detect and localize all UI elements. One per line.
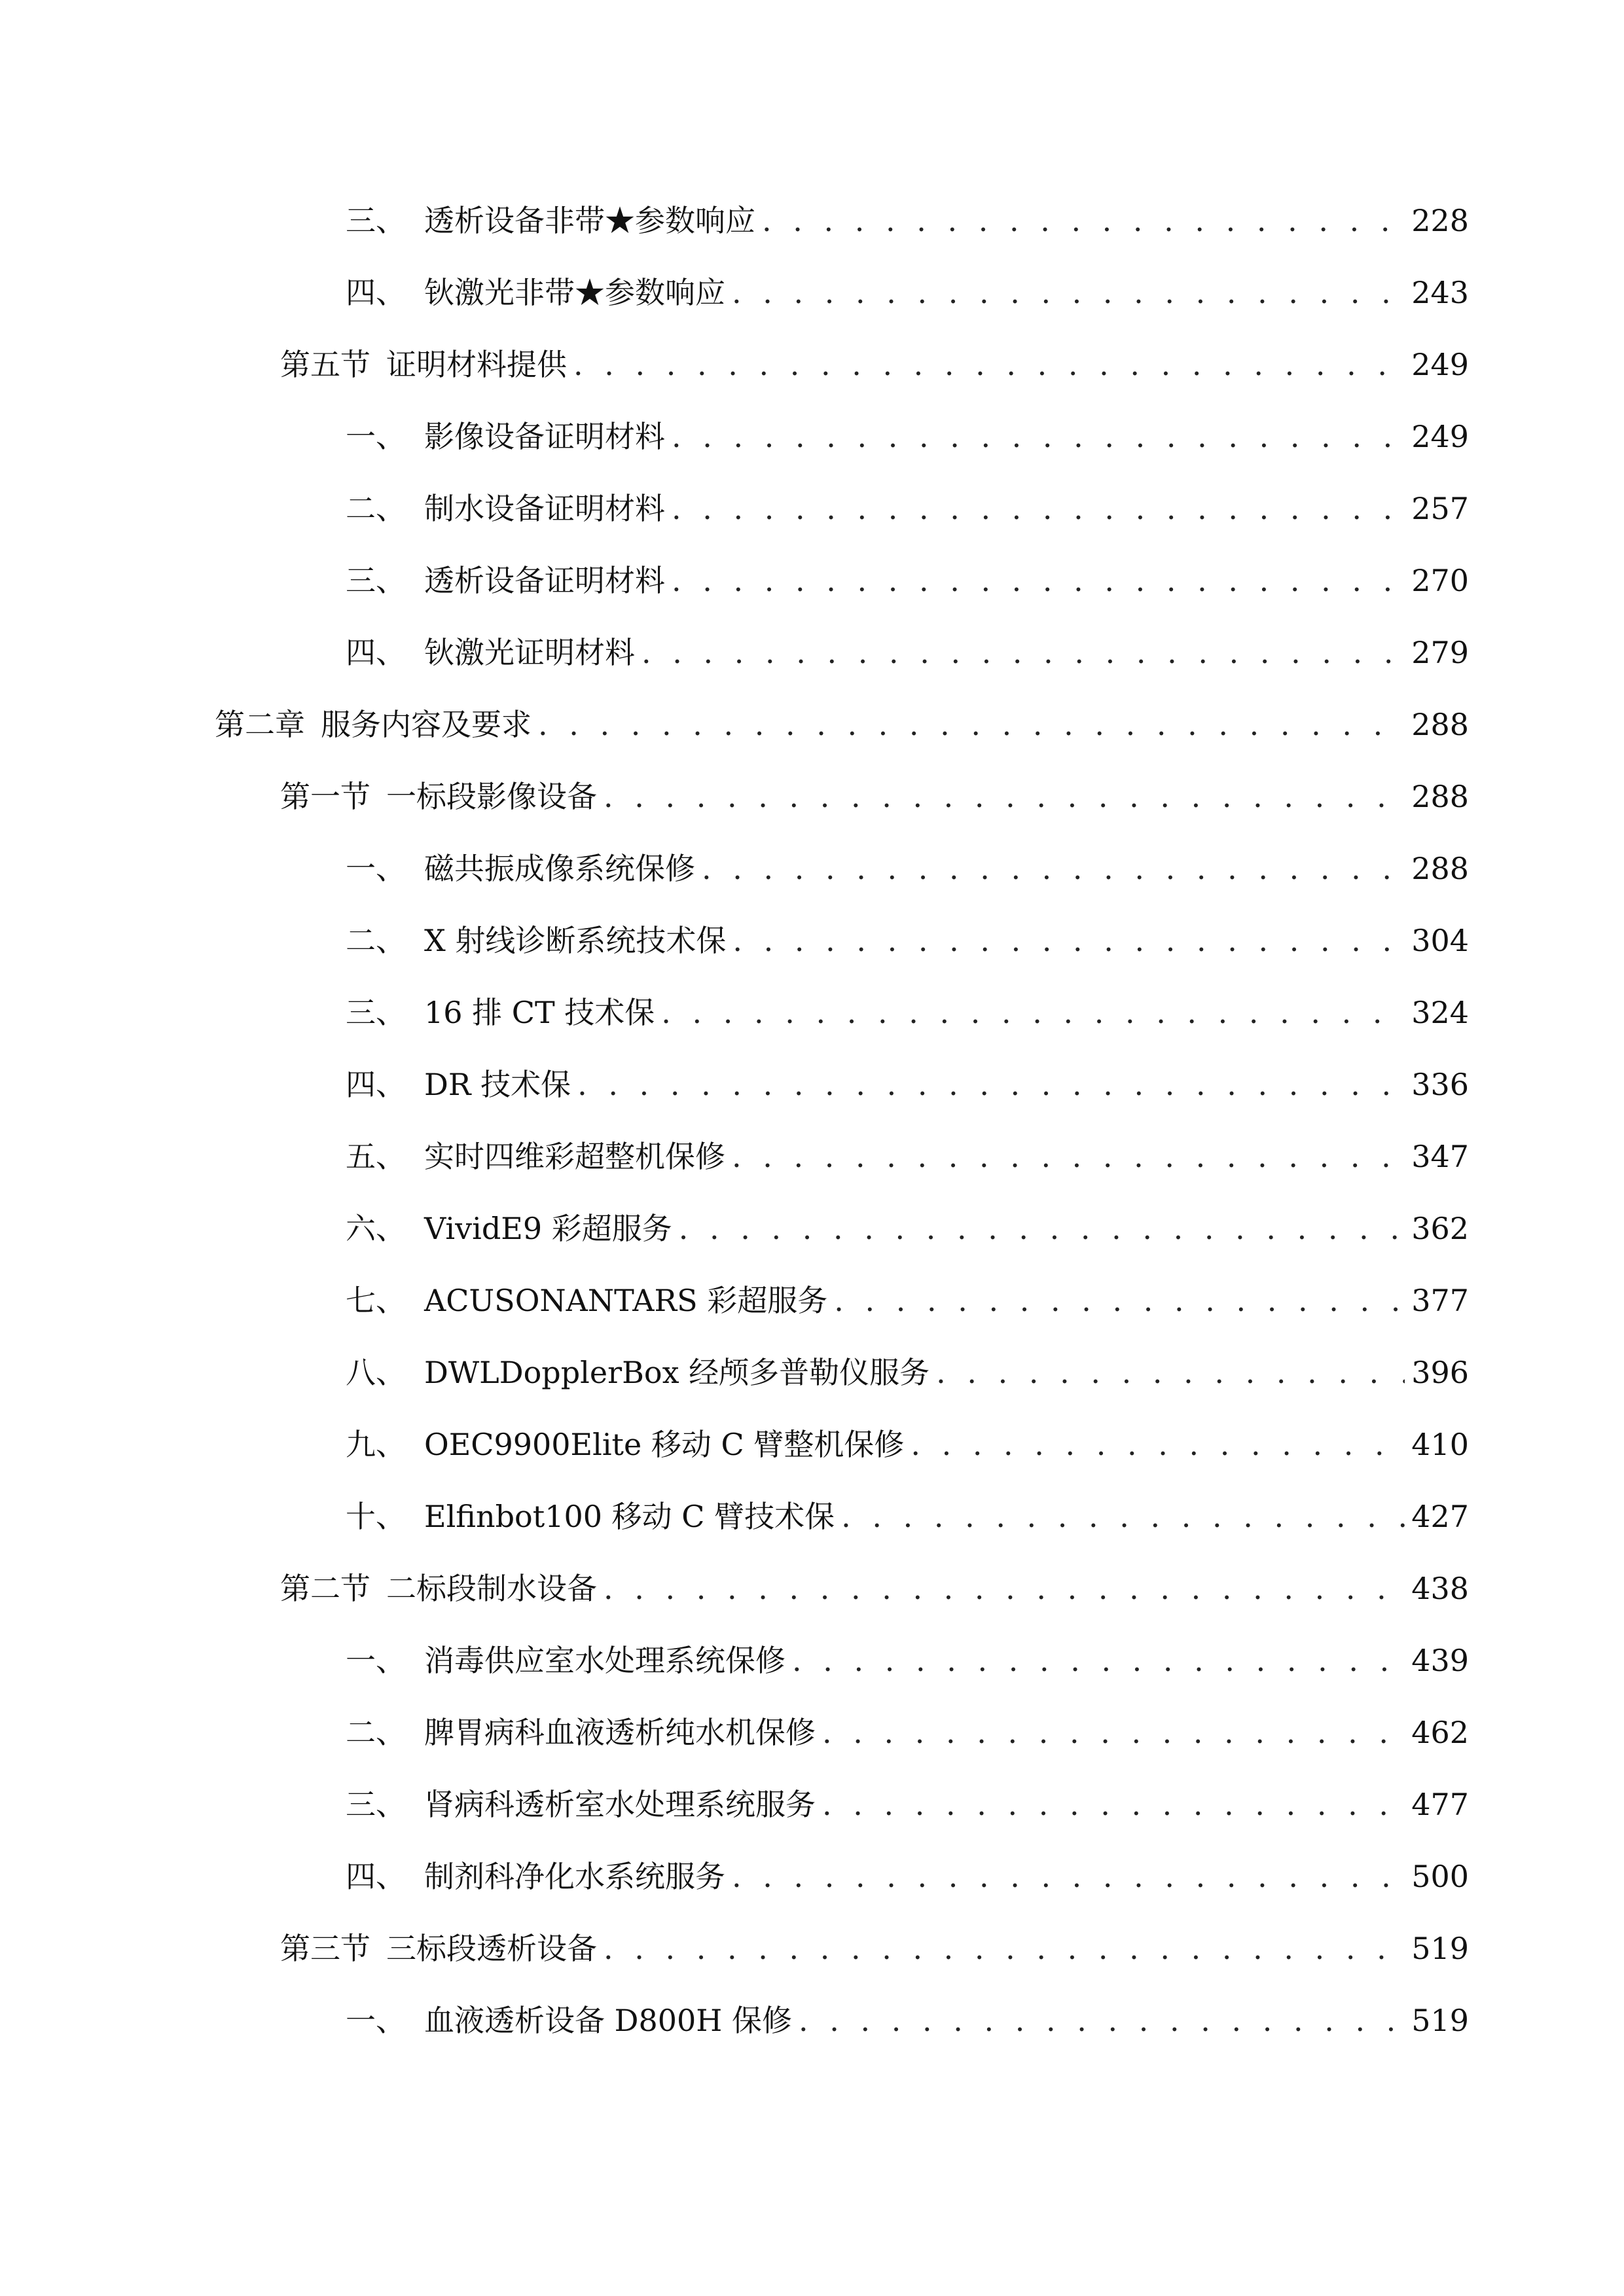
toc-entry[interactable] — [0, 1193, 1624, 1265]
toc-entry-number: 第二节 — [280, 1571, 370, 1606]
toc-entry-page: 427 — [1411, 1499, 1469, 1534]
toc-entry-title: X 射线诊断系统技术保 — [424, 923, 727, 958]
toc-entry[interactable] — [0, 617, 1624, 689]
toc-entry-page: 347 — [1411, 1139, 1469, 1174]
toc-entry-title: DWLDopplerBox 经颅多普勒仪服务 — [424, 1355, 930, 1390]
toc-entry[interactable] — [0, 833, 1624, 905]
toc-entry-title: 影像设备证明材料 — [424, 419, 665, 454]
toc-entry[interactable] — [0, 329, 1624, 401]
toc-entry-title: 钬激光证明材料 — [424, 635, 635, 670]
toc-dot-leader — [661, 977, 1405, 1049]
toc-entry-number: 四、 — [346, 635, 406, 670]
toc-entry-number: 二、 — [346, 491, 406, 526]
toc-entry-number: 九、 — [346, 1427, 406, 1462]
toc-entry-page: 270 — [1411, 563, 1469, 598]
toc-entry-number: 四、 — [346, 1067, 406, 1102]
toc-entry[interactable] — [0, 1408, 1624, 1480]
toc-entry-title: DR 技术保 — [424, 1067, 571, 1102]
toc-entry-title: 二标段制水设备 — [386, 1571, 597, 1606]
toc-entry-page: 228 — [1411, 203, 1469, 238]
toc-entry-title: VividE9 彩超服务 — [424, 1211, 672, 1246]
toc-entry[interactable] — [0, 1840, 1624, 1912]
toc-entry[interactable] — [0, 1696, 1624, 1768]
toc-entry-page: 500 — [1411, 1859, 1469, 1894]
toc-dot-leader — [822, 1696, 1405, 1768]
toc-entry-number: 三、 — [346, 203, 406, 238]
toc-entry-title: 制剂科净化水系统服务 — [424, 1859, 725, 1894]
toc-dot-leader — [702, 833, 1405, 905]
toc-entry[interactable] — [0, 545, 1624, 617]
toc-entry-title: 透析设备非带★参数响应 — [424, 203, 755, 238]
toc-dot-leader — [834, 1265, 1405, 1336]
toc-entry[interactable] — [0, 1984, 1624, 2056]
toc-entry-page: 396 — [1411, 1355, 1469, 1390]
toc-entry-page: 438 — [1411, 1571, 1469, 1606]
toc-entry-number: 四、 — [346, 275, 406, 310]
toc-entry-page: 336 — [1411, 1067, 1469, 1102]
toc-entry-number: 十、 — [346, 1499, 406, 1534]
toc-entry[interactable] — [0, 1049, 1624, 1121]
toc-entry-page: 377 — [1411, 1283, 1469, 1318]
toc-dot-leader — [538, 689, 1405, 761]
toc-entry[interactable] — [0, 1624, 1624, 1696]
toc-entry[interactable] — [0, 1768, 1624, 1840]
toc-dot-leader — [732, 905, 1405, 977]
toc-entry-number: 一、 — [346, 1643, 406, 1678]
toc-entry-number: 第一节 — [280, 779, 370, 814]
toc-entry-page: 462 — [1411, 1715, 1469, 1750]
toc-entry-number: 二、 — [346, 923, 406, 958]
toc-entry-page: 249 — [1411, 419, 1469, 454]
toc-dot-leader — [799, 1984, 1405, 2056]
toc-entry-page: 288 — [1411, 707, 1469, 742]
toc-entry-page: 288 — [1411, 779, 1469, 814]
toc-entry-number: 三、 — [346, 563, 406, 598]
toc-dot-leader — [604, 1912, 1405, 1984]
toc-entry[interactable] — [0, 689, 1624, 761]
toc-entry[interactable] — [0, 1265, 1624, 1336]
toc-entry-number: 五、 — [346, 1139, 406, 1174]
toc-entry-number: 一、 — [346, 851, 406, 886]
toc-entry[interactable] — [0, 473, 1624, 545]
toc-entry[interactable] — [0, 977, 1624, 1049]
toc-entry-page: 304 — [1411, 923, 1469, 958]
toc-dot-leader — [732, 1121, 1405, 1193]
toc-entry-page: 257 — [1411, 491, 1469, 526]
toc-entry-page: 279 — [1411, 635, 1469, 670]
toc-entry-page: 362 — [1411, 1211, 1469, 1246]
toc-entry-page: 477 — [1411, 1787, 1469, 1822]
toc-entry[interactable] — [0, 905, 1624, 977]
toc-entry-page: 519 — [1411, 2003, 1469, 2038]
toc-dot-leader — [762, 185, 1405, 257]
toc-dot-leader — [604, 1552, 1405, 1624]
toc-entry[interactable] — [0, 185, 1624, 257]
toc-entry-number: 第二章 — [215, 707, 305, 742]
toc-entry[interactable] — [0, 761, 1624, 833]
toc-dot-leader — [822, 1768, 1405, 1840]
toc-entry-title: 实时四维彩超整机保修 — [424, 1139, 725, 1174]
toc-entry-title: Elfinbot100 移动 C 臂技术保 — [424, 1499, 835, 1534]
toc-entry-title: 证明材料提供 — [386, 347, 567, 382]
toc-entry[interactable] — [0, 1552, 1624, 1624]
toc-dot-leader — [577, 1049, 1405, 1121]
toc-entry-title: 透析设备证明材料 — [424, 563, 665, 598]
toc-entry-title: 脾胃病科血液透析纯水机保修 — [424, 1715, 816, 1750]
toc-dot-leader — [641, 617, 1405, 689]
toc-entry[interactable] — [0, 1121, 1624, 1193]
toc-entry[interactable] — [0, 1336, 1624, 1408]
toc-dot-leader — [732, 257, 1405, 329]
toc-entry-number: 七、 — [346, 1283, 406, 1318]
toc-dot-leader — [792, 1624, 1405, 1696]
toc-entry-title: ACUSONANTARS 彩超服务 — [424, 1283, 828, 1318]
toc-dot-leader — [672, 473, 1405, 545]
toc-entry-page: 519 — [1411, 1931, 1469, 1966]
toc-entry-title: 钬激光非带★参数响应 — [424, 275, 725, 310]
toc-entry-title: 血液透析设备 D800H 保修 — [424, 2003, 793, 2038]
toc-entry-number: 一、 — [346, 2003, 406, 2038]
toc-entry[interactable] — [0, 401, 1624, 473]
toc-entry-number: 八、 — [346, 1355, 406, 1390]
toc-entry-number: 第五节 — [280, 347, 370, 382]
toc-entry-page: 439 — [1411, 1643, 1469, 1678]
toc-entry-number: 二、 — [346, 1715, 406, 1750]
toc-entry-number: 三、 — [346, 995, 406, 1030]
toc-entry-number: 一、 — [346, 419, 406, 454]
toc-entry-title: 一标段影像设备 — [386, 779, 597, 814]
toc-entry-title: 肾病科透析室水处理系统服务 — [424, 1787, 816, 1822]
toc-entry-page: 288 — [1411, 851, 1469, 886]
toc-entry-number: 六、 — [346, 1211, 406, 1246]
toc-entry-title: 三标段透析设备 — [386, 1931, 597, 1966]
toc-dot-leader — [573, 329, 1405, 401]
toc-entry-title: 磁共振成像系统保修 — [424, 851, 695, 886]
toc-dot-leader — [672, 545, 1405, 617]
toc-entry-title: 消毒供应室水处理系统保修 — [424, 1643, 785, 1678]
toc-dot-leader — [679, 1193, 1405, 1265]
toc-entry-page: 324 — [1411, 995, 1469, 1030]
toc-entry-title: 服务内容及要求 — [321, 707, 532, 742]
toc-entry[interactable] — [0, 1912, 1624, 1984]
toc-dot-leader — [911, 1408, 1405, 1480]
toc-entry-title: OEC9900Elite 移动 C 臂整机保修 — [424, 1427, 905, 1462]
table-of-contents — [0, 185, 1624, 2056]
toc-entry[interactable] — [0, 1480, 1624, 1552]
toc-dot-leader — [604, 761, 1405, 833]
toc-entry-number: 第三节 — [280, 1931, 370, 1966]
toc-entry-number: 四、 — [346, 1859, 406, 1894]
toc-dot-leader — [672, 401, 1405, 473]
toc-dot-leader — [936, 1336, 1405, 1408]
toc-entry-title: 制水设备证明材料 — [424, 491, 665, 526]
toc-entry-title: 16 排 CT 技术保 — [424, 995, 655, 1030]
toc-entry-number: 三、 — [346, 1787, 406, 1822]
toc-dot-leader — [732, 1840, 1405, 1912]
toc-entry-page: 249 — [1411, 347, 1469, 382]
toc-entry[interactable] — [0, 257, 1624, 329]
toc-entry-page: 243 — [1411, 275, 1469, 310]
toc-dot-leader — [841, 1480, 1405, 1552]
toc-entry-page: 410 — [1411, 1427, 1469, 1462]
